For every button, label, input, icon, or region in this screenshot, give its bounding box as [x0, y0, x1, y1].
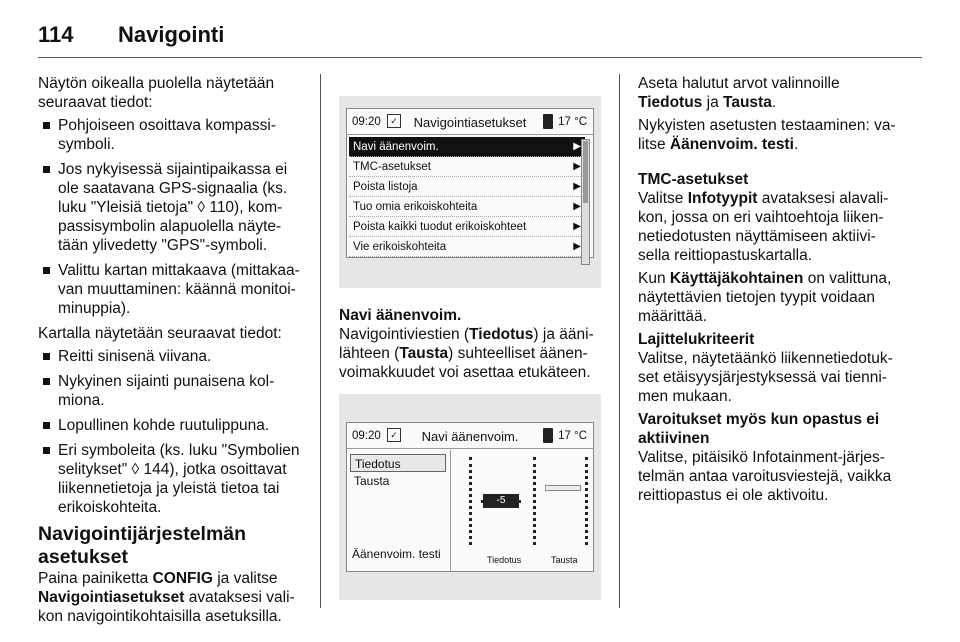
- chevron-right-icon: ▶: [573, 241, 581, 252]
- chevron-right-icon: ▶: [573, 161, 581, 172]
- display-screen: [346, 108, 594, 258]
- level-bar[interactable]: [545, 485, 581, 491]
- scale-dots: [533, 457, 536, 545]
- column-divider: [320, 74, 321, 608]
- intro-text: Näytön oikealla puolella näytetään seuraavat tiedot:: [38, 75, 275, 111]
- status-bar: [347, 423, 593, 449]
- scale-dots: [585, 457, 588, 545]
- volume-test-button[interactable]: Äänenvoim. testi: [352, 547, 441, 561]
- temperature: 17 °C: [558, 116, 587, 128]
- clock: 09:20: [352, 430, 381, 442]
- temperature: 17 °C: [558, 430, 587, 442]
- menu-item[interactable]: Poista kaikki tuodut erikoiskohteet ▶: [349, 217, 585, 237]
- body-text: Valitse Infotyypit avataksesi alavali-kon, jossa on eri vaihtoehtoja liiken-netiedotusten näyttämiseen aktiivi-sella reittiopastuskartalla.: [638, 190, 889, 264]
- list-item: Valittu kartan mittakaava (mittakaa-van muuttaminen: käännä monitoi-minuppia).: [38, 261, 306, 318]
- subsection-heading: Lajittelukriteerit: [638, 331, 755, 348]
- subsection-heading: Varoitukset myös kun opastus ei aktiivinen: [638, 411, 880, 447]
- navigation-icon: ✓: [387, 114, 401, 128]
- page-header: [38, 18, 922, 58]
- option-list: [347, 450, 451, 571]
- display-screen: [346, 422, 594, 572]
- screen-title: Navi äänenvoim.: [421, 429, 519, 444]
- bar-label: Tiedotus: [487, 555, 522, 565]
- chevron-right-icon: ▶: [573, 221, 581, 232]
- list-item: Jos nykyisessä sijaintipaikassa ei ole saatavana GPS-signaalia (ks. luku "Yleisiä tietoja" ◊ 110), kom-passisymbolin alapuolella näyte-tään ylivedetty "GPS"-symboli.: [38, 160, 306, 255]
- option-tausta[interactable]: Tausta: [354, 474, 390, 488]
- scale-dots: [469, 457, 472, 545]
- body-text: Nykyisten asetusten testaaminen: va-litse Äänenvoim. testi.: [638, 117, 896, 153]
- column-middle: [339, 306, 601, 386]
- map-intro-text: Kartalla näytetään seuraavat tiedot:: [38, 325, 282, 342]
- body-text: Valitse, pitäisikö Infotainment-järjes-telmän antaa varoitusviestejä, vaikka reittiopastus ei ole aktivoitu.: [638, 449, 892, 504]
- menu-item[interactable]: TMC-asetukset ▶: [349, 157, 585, 177]
- navigation-icon: ✓: [387, 428, 401, 442]
- chevron-right-icon: ▶: [573, 181, 581, 192]
- menu-item[interactable]: Poista listoja ▶: [349, 177, 585, 197]
- scrollbar[interactable]: [581, 139, 590, 265]
- body-text: Valitse, näytetäänkö liikennetiedotuk-set etäisyysjärjestyksessä vai tienni-men mukaan.: [638, 350, 893, 405]
- page-title: Navigointi: [118, 22, 225, 47]
- chevron-right-icon: ▶: [573, 201, 581, 212]
- list-item: Eri symboleita (ks. luku "Symbolien selitykset" ◊ 144), jotka osoittavat liikennetietoja ja yleistä tietoa tai erikoiskohteita.: [38, 441, 306, 517]
- list-item: Pohjoiseen osoittava kompassi-symboli.: [38, 116, 306, 154]
- body-text: Kun Käyttäjäkohtainen on valittuna, näytettävien tietojen tyypit voidaan määrittää.: [638, 270, 892, 325]
- bar-label: Tausta: [551, 555, 578, 565]
- screen-title: Navigointiasetukset: [413, 115, 527, 130]
- screen-figure-volume: [339, 394, 601, 600]
- column-divider: [619, 74, 620, 608]
- screen-figure-settings: [339, 96, 601, 288]
- list-item: Reitti sinisenä viivana.: [38, 347, 306, 366]
- menu-item[interactable]: Vie erikoiskohteita ▶: [349, 237, 585, 257]
- body-text: Aseta halutut arvot valinnoille Tiedotus ja Tausta.: [638, 75, 840, 111]
- phone-icon: [543, 114, 553, 129]
- header-divider: [38, 57, 922, 58]
- list-item: Nykyinen sijainti punaisena kol-miona.: [38, 372, 306, 410]
- subsection-heading: Navi äänenvoim.: [339, 307, 462, 324]
- body-text: Navigointiviestien (Tiedotus) ja ääni-lähteen (Tausta) suhteelliset äänen-voimakkuudet voi asettaa etukäteen.: [339, 326, 594, 381]
- column-right: [638, 74, 906, 509]
- option-tiedotus[interactable]: Tiedotus: [350, 454, 446, 472]
- clock: 09:20: [352, 116, 381, 128]
- config-text: Paina painiketta CONFIG ja valitse Navigointiasetukset avataksesi vali-kon navigointikohtaisilla asetuksilla.: [38, 570, 295, 625]
- list-item: Lopullinen kohde ruutulippuna.: [38, 416, 306, 435]
- phone-icon: [543, 428, 553, 443]
- slider-knob[interactable]: -5: [483, 494, 519, 508]
- column-left: [38, 74, 306, 630]
- subsection-heading: TMC-asetukset: [638, 171, 749, 188]
- status-bar: [347, 109, 593, 135]
- section-heading: Navigointijärjestelmän asetukset: [38, 523, 247, 568]
- chevron-right-icon: ▶: [573, 141, 581, 152]
- menu-item[interactable]: Tuo omia erikoiskohteita ▶: [349, 197, 585, 217]
- menu-item[interactable]: Navi äänenvoim. ▶: [349, 137, 585, 157]
- page-number: 114: [38, 22, 74, 47]
- scrollbar-thumb[interactable]: [583, 141, 588, 203]
